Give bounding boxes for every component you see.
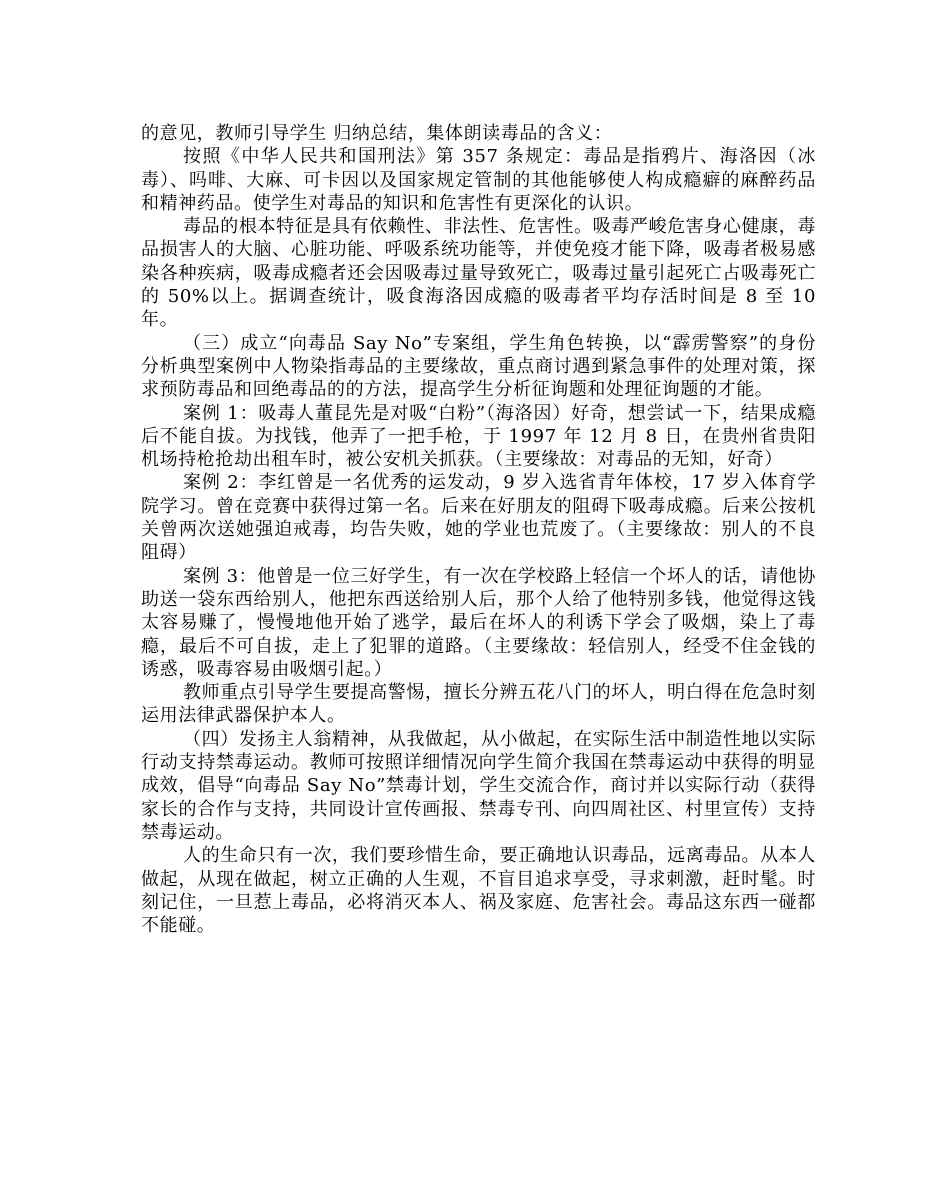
paragraph-criminal-law-definition: 按照《中华人民共和国刑法》第 357 条规定：毒品是指鸦片、海洛因（冰毒）、吗啡、大麻、可卡因以及国家规定管制的其他能够使人构成瘾癖的麻醉药品和精神药品。使学生对毒品的知识和危害性有更深化的认识。 <box>141 146 816 214</box>
paragraph-drug-characteristics: 毒品的根本特征是具有依赖性、非法性、危害性。吸毒严峻危害身心健康，毒品损害人的大脑、心脏功能、呼吸系统功能等，并使免疫才能下降，吸毒者极易感染各种疾病，吸毒成瘾者还会因吸毒过量导致死亡，吸毒过量引起死亡占吸毒死亡的 50%以上。据调查统计，吸食海洛因成瘾的吸毒者平均存活时间是 8 至 10 年。 <box>141 216 816 331</box>
document-body <box>141 122 816 937</box>
paragraph-conclusion: 人的生命只有一次，我们要珍惜生命，要正确地认识毒品，远离毒品。从本人做起，从现在做起，树立正确的人生观，不盲目追求享受，寻求刺激，赶时髦。时刻记住，一旦惹上毒品，必将消灭本人、祸及家庭、危害社会。毒品这东西一碰都不能碰。 <box>141 845 816 937</box>
paragraph-section-four: （四）发扬主人翁精神，从我做起，从小做起，在实际生活中制造性地以实际行动支持禁毒运动。教师可按照详细情况向学生简介我国在禁毒运动中获得的明显成效，倡导“向毒品 Say No”禁毒计划，学生交流合作，商讨并以实际行动（获得家长的合作与支持，共同设计宣传画报、禁毒专刊、向四周社区、村里宣传）支持禁毒运动。 <box>141 728 816 843</box>
paragraph-opening-line: 的意见，教师引导学生 归纳总结，集体朗读毒品的含义： <box>141 123 613 144</box>
paragraph-teacher-guidance: 教师重点引导学生要提高警惕，擅长分辨五花八门的坏人，明白得在危急时刻运用法律武器保护本人。 <box>141 682 816 727</box>
paragraph-case-one: 案例 1：吸毒人董昆先是对吸“白粉”（海洛因）好奇，想尝试一下，结果成瘾后不能自拔。为找钱，他弄了一把手枪，于 1997 年 12 月 8 日，在贵州省贵阳机场持枪抢劫出租车时，被公安机关抓获。（主要缘故：对毒品的无知，好奇） <box>141 402 816 471</box>
paragraph-section-three: （三）成立“向毒品 Say No”专案组，学生角色转换，以“霹雳警察”的身份分析典型案例中人物染指毒品的主要缘故，重点商讨遇到紧急事件的处理对策，探求预防毒品和回绝毒品的的方法，提高学生分析征询题和处理征询题的才能。 <box>141 332 816 401</box>
paragraph-case-three: 案例 3：他曾是一位三好学生，有一次在学校路上轻信一个坏人的话，请他协助送一袋东西给别人，他把东西送给别人后，那个人给了他特别多钱，他觉得这钱太容易赚了，慢慢地他开始了逃学，最后在坏人的利诱下学会了吸烟，染上了毒瘾，最后不可自拔，走上了犯罪的道路。（主要缘故：轻信别人，经受不住金钱的诱惑，吸毒容易由吸烟引起。） <box>141 565 816 680</box>
paragraph-case-two: 案例 2：李红曾是一名优秀的运发动，9 岁入选省青年体校，17 岁入体育学院学习。曾在竞赛中获得过第一名。后来在好朋友的阻碍下吸毒成瘾。后来公按机关曾两次送她强迫戒毒，均告失败，她的学业也荒废了。（主要缘故：别人的不良阻碍） <box>141 472 816 564</box>
